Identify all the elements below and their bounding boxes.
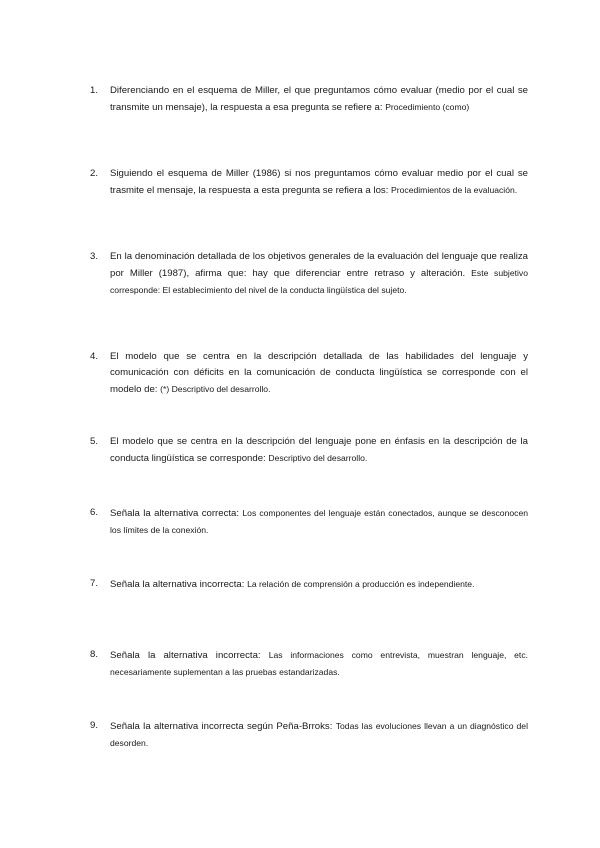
item-question: El modelo que se centra en la descripción detallada de las habilidades del lenguaje y comunicación con déficits en la comunicación de conducta lingüística se corresponde con el modelo de: [110, 351, 528, 395]
item-answer: (*) Descriptivo del desarrollo. [160, 384, 271, 394]
item-text [110, 83, 528, 116]
item-number: 4. [90, 351, 99, 362]
item-question: Diferenciando en el esquema de Miller, el que preguntamos cómo evaluar (medio por el cual se transmite un mensaje), la respuesta a esa pregunta se refiere a: [110, 85, 528, 113]
item-number: 6. [90, 507, 99, 518]
item-answer: Descriptivo del desarrollo. [268, 453, 368, 463]
item-answer: Los componentes del lenguaje están conectados, aunque se desconocen los límites de la conexión. [110, 508, 529, 535]
item-question: El modelo que se centra en la descripción del lenguaje pone en énfasis en la descripción de la conducta lingüística se corresponde: [110, 436, 528, 464]
item-question: En la denominación detallada de los objetivos generales de la evaluación del lenguaje que realiza por Miller (1987), afirma que: hay que diferenciar entre retraso y alteración. [110, 251, 528, 279]
item-answer: Este subjetivo corresponde: El establecimiento del nivel de la conducta lingüística del sujeto. [110, 268, 528, 295]
item-answer: Las informaciones como entrevista, muestran lenguaje, etc. necesariamente suplementan a las pruebas estandarizadas. [110, 650, 529, 677]
item-question: Señala la alternativa incorrecta: [110, 650, 261, 661]
item-number: 3. [90, 251, 99, 262]
item-text [110, 647, 528, 681]
item-number: 5. [90, 436, 99, 447]
list-item-6 [90, 505, 528, 539]
list-item-1 [90, 83, 528, 116]
item-text [110, 349, 528, 398]
item-number: 7. [90, 578, 99, 589]
item-question: Señala la alternativa incorrecta según Peña-Brroks: [110, 721, 333, 732]
item-number: 1. [90, 85, 99, 96]
item-text [110, 576, 528, 593]
item-question: Siguiendo el esquema de Miller (1986) si nos preguntamos cómo evaluar medio por el cual se trasmite el mensaje, la respuesta a esta pregunta se refiera a los: [110, 168, 528, 196]
item-text [110, 249, 528, 299]
item-number: 2. [90, 168, 99, 179]
list-item-8 [90, 647, 528, 681]
item-number: 9. [90, 720, 99, 731]
item-answer: Todas las evoluciones llevan a un diagnóstico del desorden. [110, 721, 528, 748]
item-question: Señala la alternativa incorrecta: [110, 579, 245, 590]
list-item-4 [90, 349, 528, 398]
item-answer: Procedimientos de la evaluación. [391, 185, 518, 195]
item-text [110, 505, 528, 539]
item-text [110, 718, 528, 752]
list-item-7 [90, 576, 528, 593]
item-number: 8. [90, 649, 99, 660]
item-text [110, 434, 528, 467]
item-answer: Procedimiento (como) [385, 102, 470, 112]
item-text [110, 166, 528, 199]
list-item-2 [90, 166, 528, 199]
item-question: Señala la alternativa correcta: [110, 508, 240, 519]
list-item-9 [90, 718, 528, 752]
item-answer: La relación de comprensión a producción es independiente. [247, 579, 475, 589]
list-item-3 [90, 249, 528, 299]
list-item-5 [90, 434, 528, 467]
